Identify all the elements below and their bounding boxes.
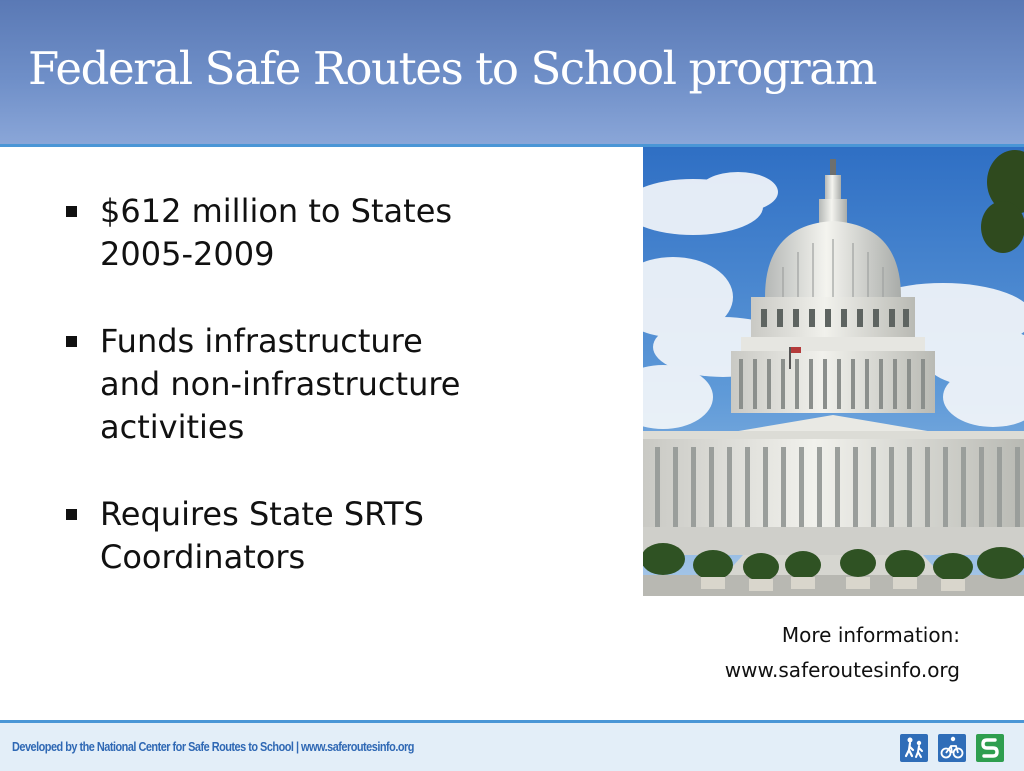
bullet-marker-icon [66,509,77,520]
more-info-label: More information: [781,623,960,647]
bullet-text-line: Requires State SRTS [100,495,424,533]
bullet-text-line: $612 million to States [100,192,453,230]
bullet-item [62,320,582,449]
bullet-text-line: and non-infrastructure [100,365,461,403]
bullet-text-line: Coordinators [100,538,306,576]
safe-routes-s-icon [976,734,1004,762]
footer-text: Developed by the National Center for Safe Routes to School | www.saferoutesinfo.org [12,739,414,754]
bullet-marker-icon [66,336,77,347]
capitol-photo [643,147,1024,596]
more-info-link[interactable]: www.saferoutesinfo.org [724,658,960,682]
bullet-text-line: activities [100,408,245,446]
bullet-item [62,190,582,276]
bicycle-icon [938,734,966,762]
walking-children-icon [900,734,928,762]
more-info [725,618,960,688]
bullet-text-line: 2005-2009 [100,235,275,273]
bullet-item [62,493,582,579]
bullet-marker-icon [66,206,77,217]
bullet-text-line: Funds infrastructure [100,322,423,360]
bullet-list [62,190,582,623]
footer-bar [0,720,1024,771]
slide-title: Federal Safe Routes to School program [28,42,876,95]
